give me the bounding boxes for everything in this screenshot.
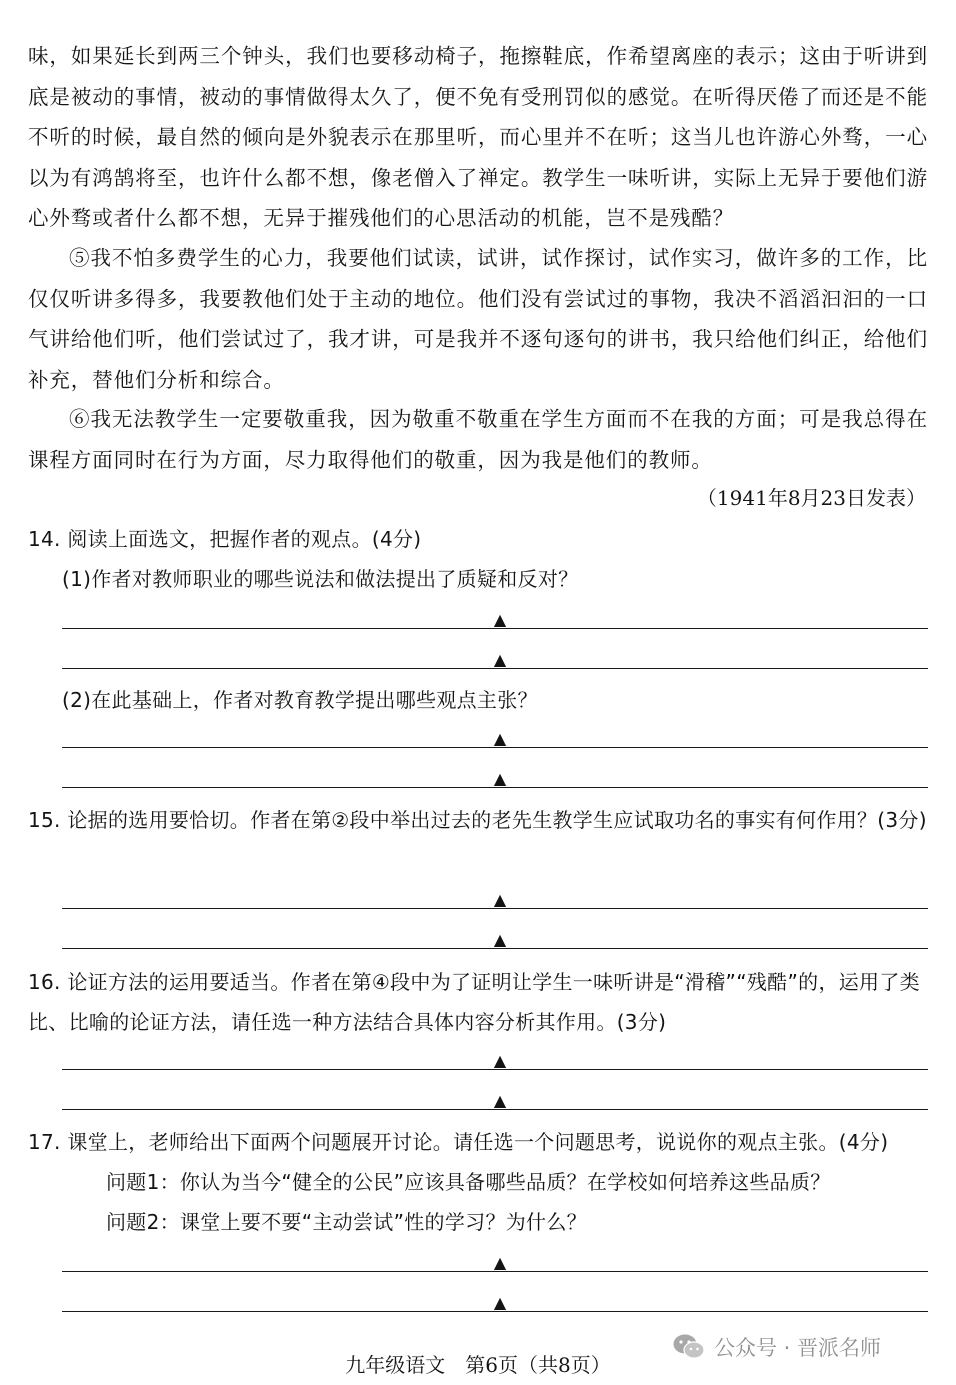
answer-line[interactable] — [62, 747, 928, 748]
answer-marker: ▲ — [493, 729, 507, 748]
question-17: 17. 课堂上，老师给出下面两个问题展开讨论。请任选一个问题思考，说说你的观点主张。(4分) — [28, 1130, 889, 1154]
watermark-text: 公众号 · 晋派名师 — [714, 1336, 882, 1360]
question-15: 15. 论据的选用要恰切。作者在第②段中举出过去的老先生教学生应试取功名的事实有何作用？(3分) — [28, 808, 927, 832]
answer-line[interactable] — [62, 628, 928, 629]
answer-marker: ▲ — [493, 930, 507, 949]
answer-line[interactable] — [62, 948, 928, 949]
question-14: 14. 阅读上面选文，把握作者的观点。(4分) — [28, 527, 422, 551]
answer-marker: ▲ — [493, 1253, 507, 1272]
question-16: 16. 论证方法的运用要适当。作者在第④段中为了证明让学生一味听讲是“滑稽”“残酷”的，运用了类比、比喻的论证方法，请任选一种方法结合具体内容分析其作用。(3分) — [28, 970, 920, 1034]
answer-line[interactable] — [62, 1311, 928, 1312]
answer-marker: ▲ — [493, 769, 507, 788]
answer-marker: ▲ — [493, 610, 507, 629]
answer-marker: ▲ — [493, 1051, 507, 1070]
answer-marker: ▲ — [493, 1293, 507, 1312]
answer-marker: ▲ — [493, 890, 507, 909]
answer-line[interactable] — [62, 1271, 928, 1272]
question-14-part-2: (2)在此基础上，作者对教育教学提出哪些观点主张？ — [62, 688, 538, 712]
publication-date: （1941年8月23日发表） — [696, 486, 926, 510]
article-paragraph-continued: 味，如果延长到两三个钟头，我们也要移动椅子，拖擦鞋底，作希望离座的表示；这由于听讲到底是被动的事情，被动的事情做得太久了，便不免有受刑罚似的感觉。在听得厌倦了而还是不能不听的时候，最自然的倾向是外貌表示在那里听，而心里并不在听；这当儿也许游心外骛，一心以为有鸿鹄将至，也许什么都不想，像老僧入了禅定。教学生一味听讲，实际上无异于要他们游心外骛或者什么都不想，无异于摧残他们的心思活动的机能，岂不是残酷？ — [28, 44, 928, 230]
answer-line[interactable] — [62, 787, 928, 788]
answer-line[interactable] — [62, 1109, 928, 1110]
question-17-prompt-2: 问题2：课堂上要不要“主动尝试”性的学习？为什么？ — [106, 1210, 587, 1234]
answer-marker: ▲ — [493, 650, 507, 669]
article-paragraph-6: ⑥我无法教学生一定要敬重我，因为敬重不敬重在学生方面而不在我的方面；可是我总得在课程方面同时在行为方面，尽力取得他们的敬重，因为我是他们的教师。 — [28, 407, 928, 472]
answer-line[interactable] — [62, 668, 928, 669]
answer-line[interactable] — [62, 908, 928, 909]
page-footer: 九年级语文 第6页（共8页） — [345, 1353, 611, 1377]
article-paragraph-5: ⑤我不怕多费学生的心力，我要他们试读，试讲，试作探讨，试作实习，做许多的工作，比仅仅听讲多得多，我要教他们处于主动的地位。他们没有尝试过的事物，我决不滔滔汩汩的一口气讲给他们听，他们尝试过了，我才讲，可是我并不逐句逐句的讲书，我只给他们纠正，给他们补充，替他们分析和综合。 — [28, 246, 928, 392]
question-17-prompt-1: 问题1：你认为当今“健全的公民”应该具备哪些品质？在学校如何培养这些品质？ — [106, 1170, 831, 1194]
answer-line[interactable] — [62, 1069, 928, 1070]
answer-marker: ▲ — [493, 1091, 507, 1110]
question-14-part-1: (1)作者对教师职业的哪些说法和做法提出了质疑和反对？ — [62, 567, 579, 591]
